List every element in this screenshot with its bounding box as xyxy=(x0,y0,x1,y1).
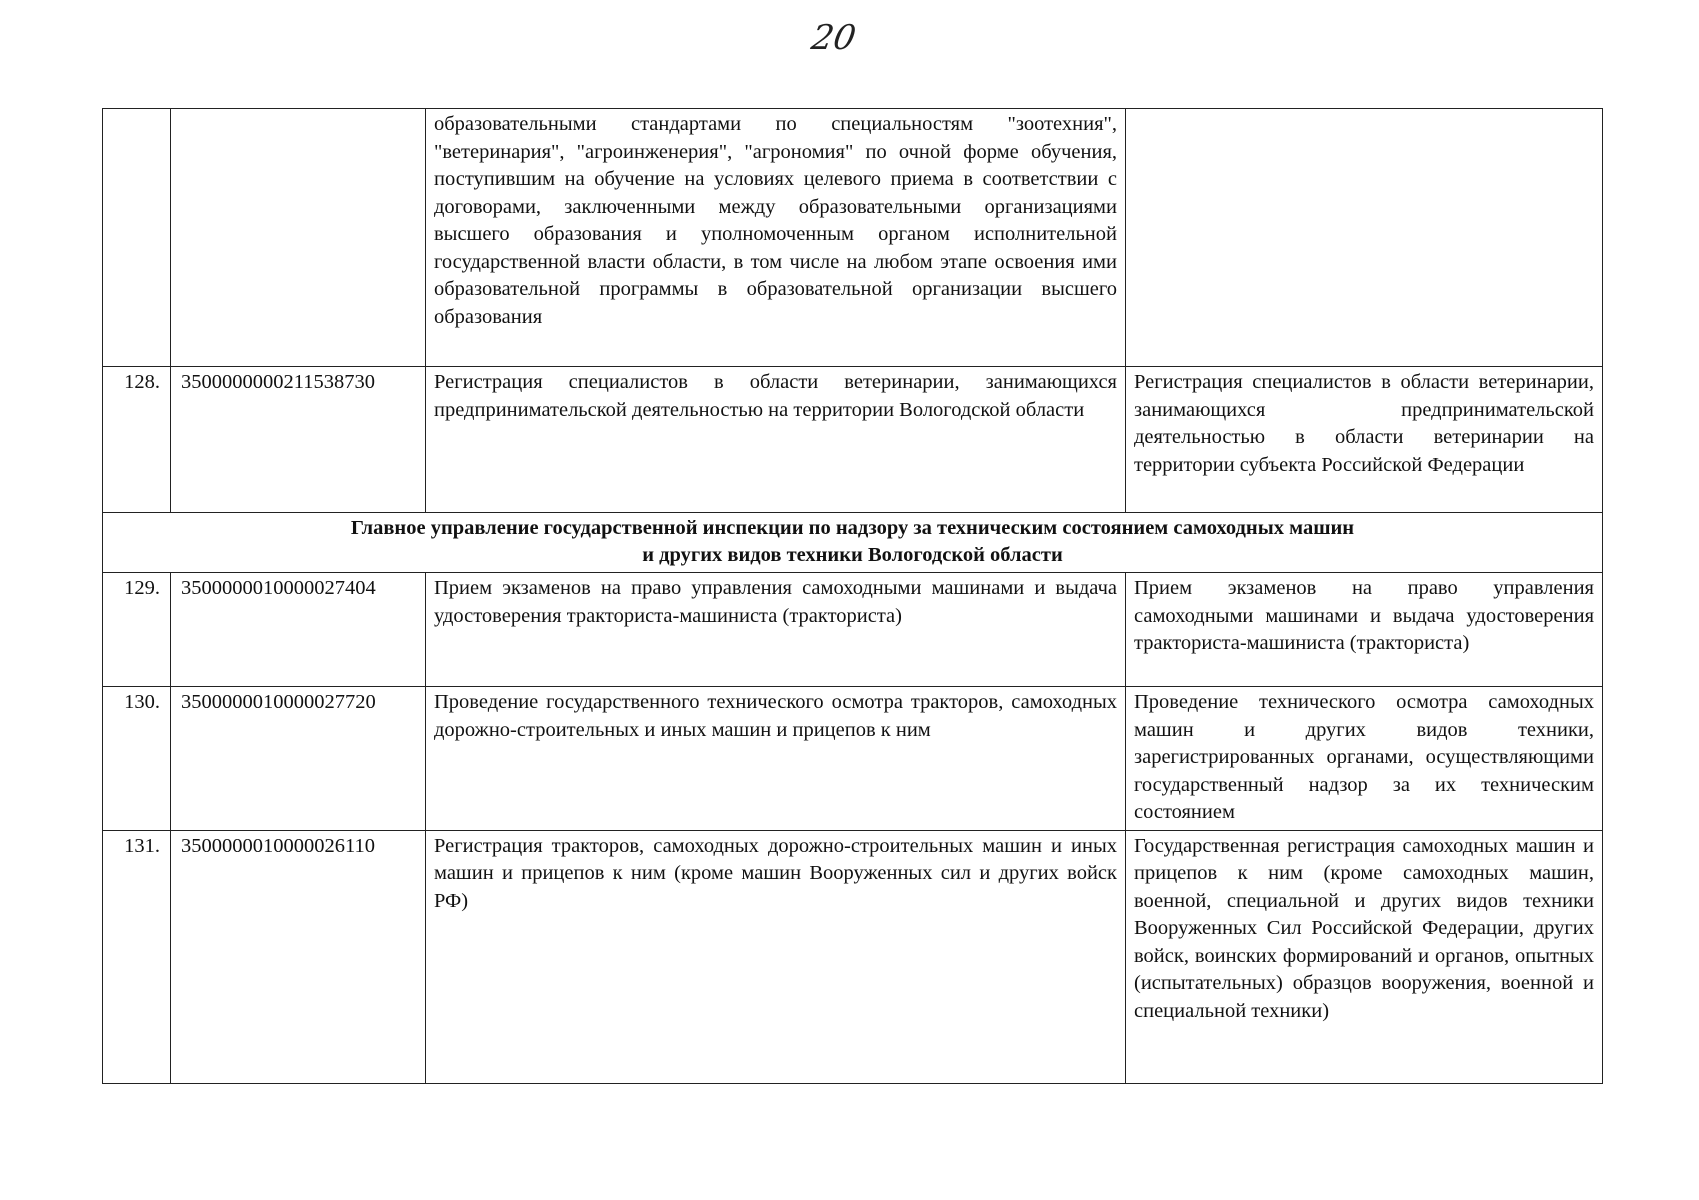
cell-number: 129. xyxy=(103,573,171,687)
cell-service-name: Проведение государственного технического осмотра тракторов, самоходных дорожно-строительных и иных машин и прицепов к ним xyxy=(426,687,1126,831)
cell-service-name: образовательными стандартами по специальностям "зоотехния", "ветеринария", "агроинженерия", "агрономия" по очной форме обучения, поступившим на обучение на условиях целевого приема в соответствии с договорами, заключенными между образовательными организациями высшего образования и уполномоченным органом исполнительной государственной власти области, в том числе на любом этапе освоения ими образовательной программы в образовательной организации высшего образования xyxy=(426,109,1126,367)
cell-number xyxy=(103,109,171,367)
cell-number: 128. xyxy=(103,367,171,513)
table-row xyxy=(103,687,1603,831)
cell-code: 3500000000211538730 xyxy=(171,367,426,513)
page-number: 20 xyxy=(808,18,859,58)
cell-number: 130. xyxy=(103,687,171,831)
section-heading xyxy=(103,513,1603,573)
section-heading-line-2: и других видов техники Вологодской области xyxy=(642,544,1063,566)
cell-standard-name xyxy=(1126,109,1603,367)
cell-code: 3500000010000026110 xyxy=(171,830,426,1083)
cell-service-name: Прием экзаменов на право управления самоходными машинами и выдача удостоверения тракториста-машиниста (тракториста) xyxy=(426,573,1126,687)
cell-standard-name: Государственная регистрация самоходных машин и прицепов к ним (кроме самоходных машин, военной, специальной и других видов техники Вооруженных Сил Российской Федерации, других войск, воинских формирований и органов, опытных (испытательных) образцов вооружения, военной и специальной техники) xyxy=(1126,830,1603,1083)
cell-code xyxy=(171,109,426,367)
cell-code: 3500000010000027720 xyxy=(171,687,426,831)
table-row-continuation xyxy=(103,109,1603,367)
table-row xyxy=(103,830,1603,1083)
table-row xyxy=(103,367,1603,513)
table-row xyxy=(103,573,1603,687)
cell-service-name: Регистрация тракторов, самоходных дорожно-строительных машин и иных машин и прицепов к ним (кроме машин Вооруженных сил и других войск РФ) xyxy=(426,830,1126,1083)
cell-code: 3500000010000027404 xyxy=(171,573,426,687)
cell-number: 131. xyxy=(103,830,171,1083)
section-heading-line-1: Главное управление государственной инспекции по надзору за техническим состоянием самоходных машин xyxy=(350,517,1355,539)
services-table xyxy=(102,108,1603,1084)
cell-standard-name: Проведение технического осмотра самоходных машин и других видов техники, зарегистрированных органами, осуществляющими государственный надзор за их техническим состоянием xyxy=(1126,687,1603,831)
cell-service-name: Регистрация специалистов в области ветеринарии, занимающихся предпринимательской деятельностью на территории Вологодской области xyxy=(426,367,1126,513)
cell-standard-name: Регистрация специалистов в области ветеринарии, занимающихся предпринимательской деятельностью в области ветеринарии на территории субъекта Российской Федерации xyxy=(1126,367,1603,513)
section-heading-row xyxy=(103,513,1603,573)
cell-standard-name: Прием экзаменов на право управления самоходными машинами и выдача удостоверения тракториста-машиниста (тракториста) xyxy=(1126,573,1603,687)
